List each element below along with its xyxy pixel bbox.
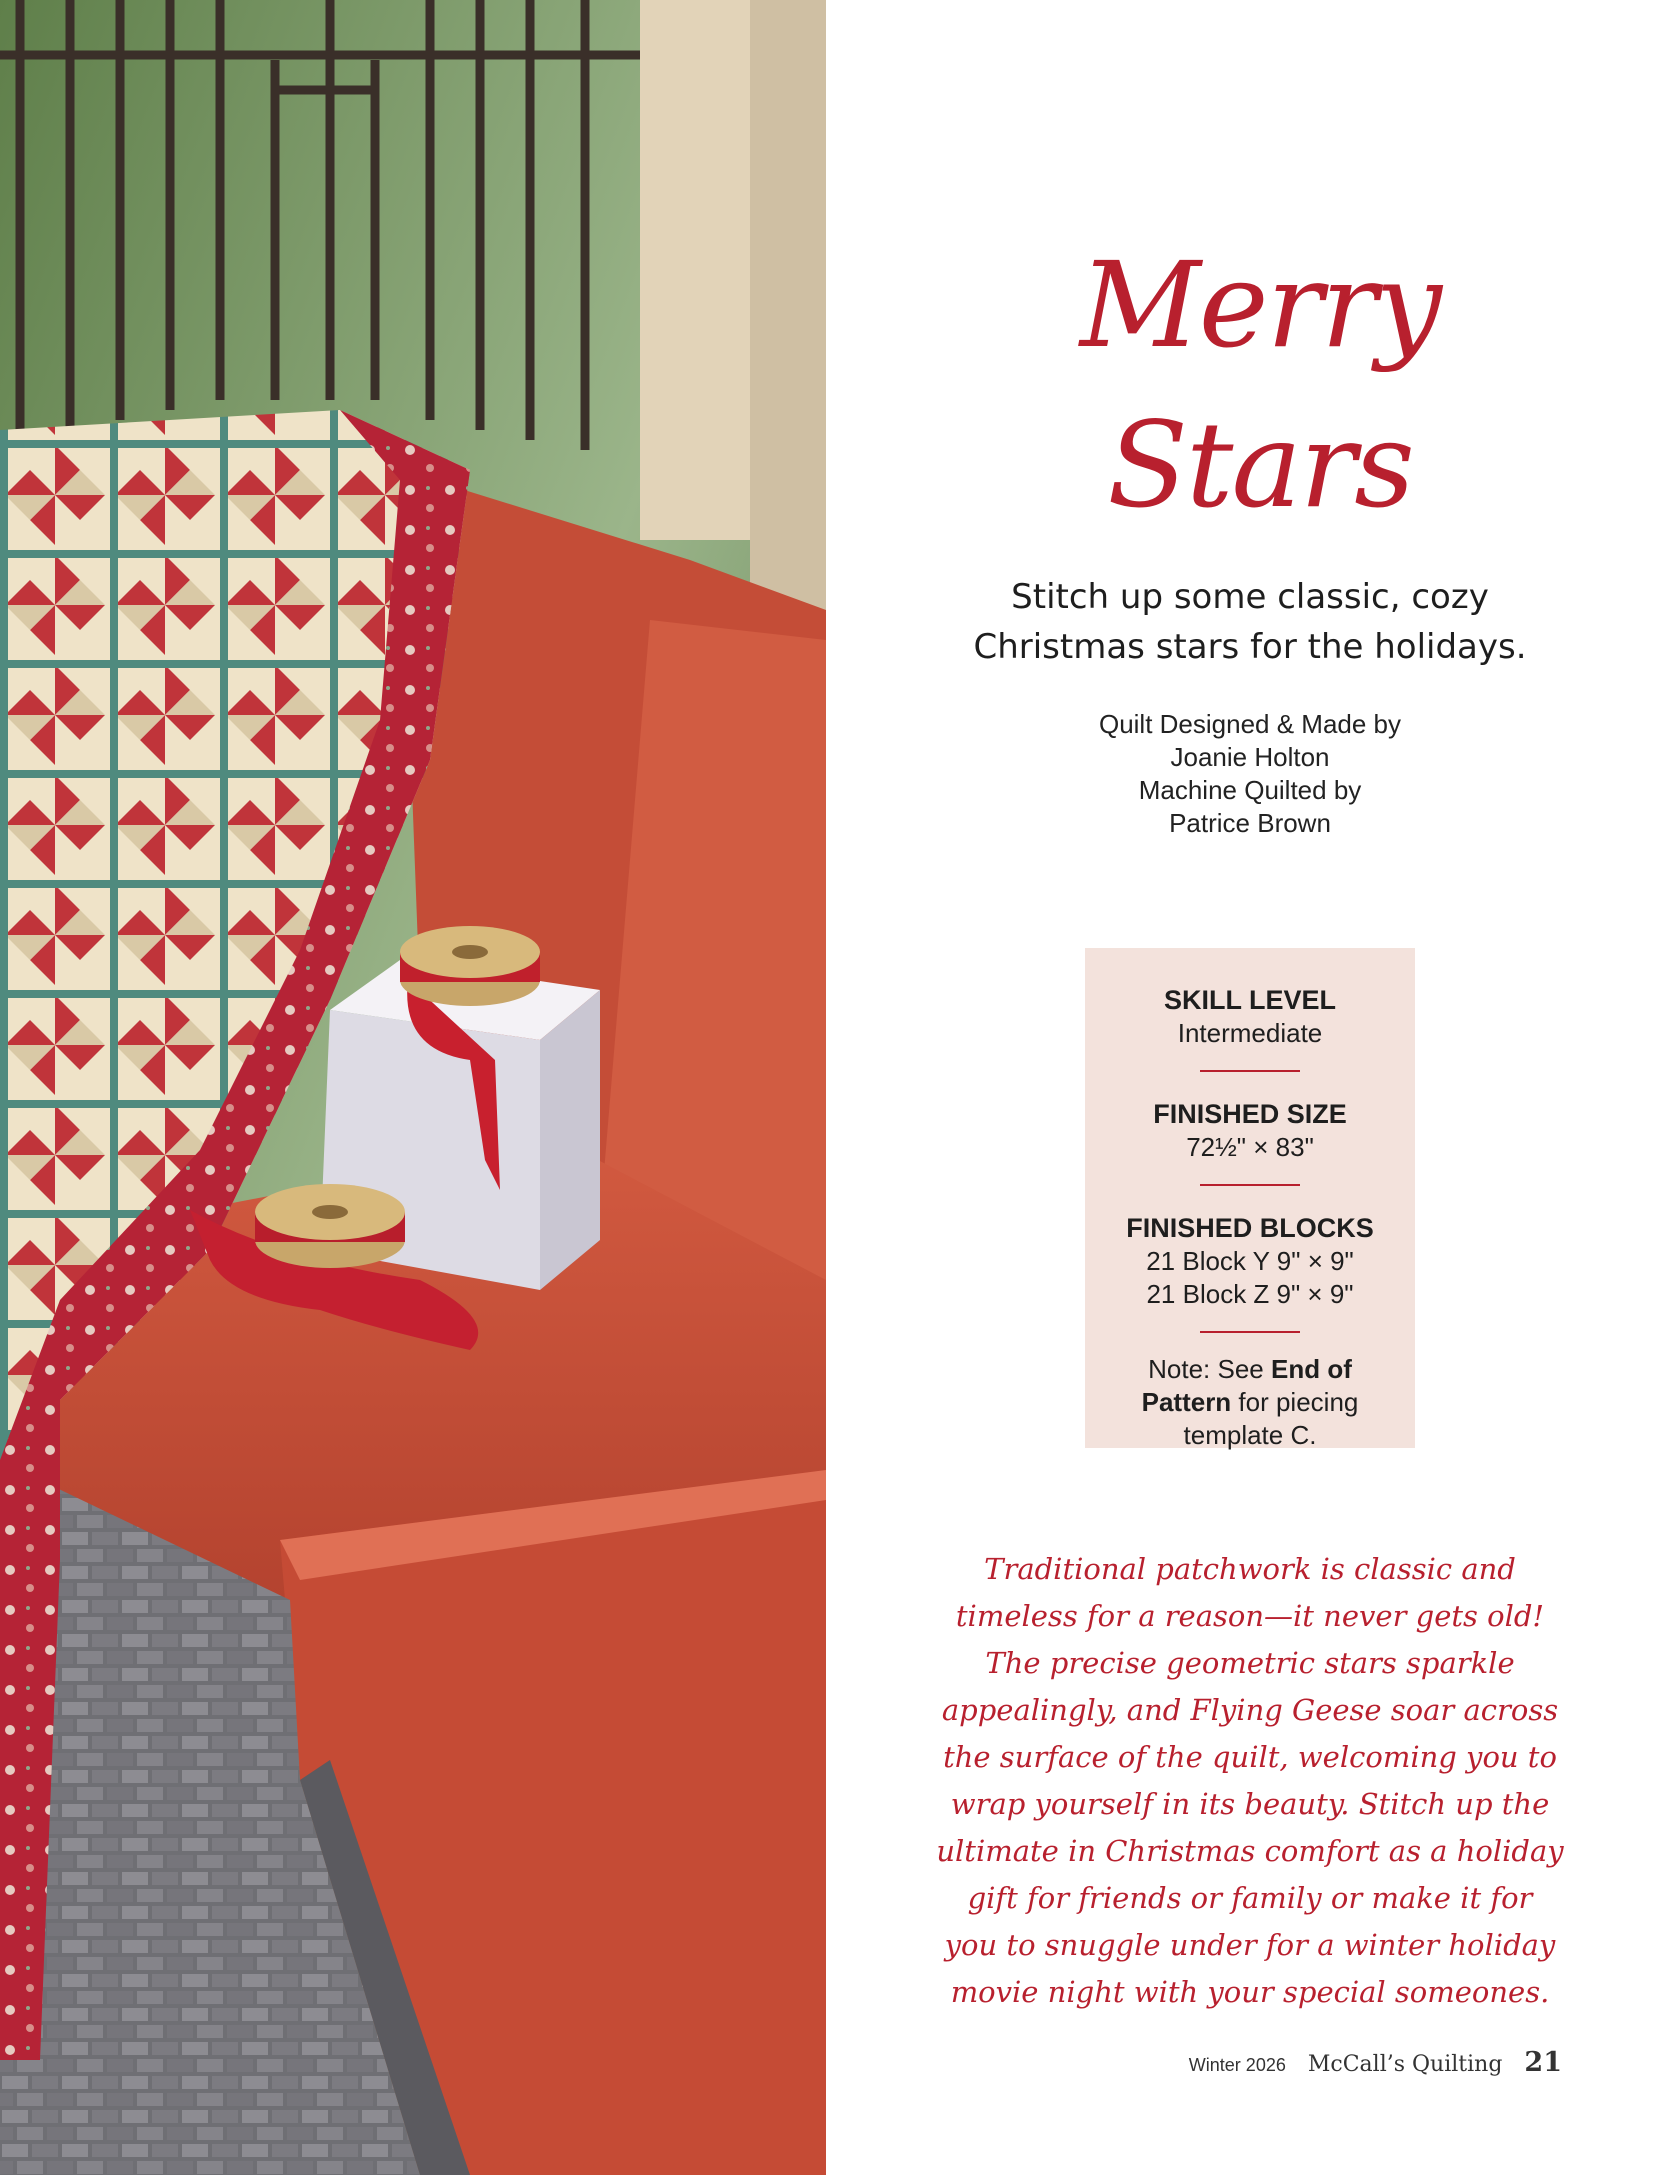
finished-size-label: FINISHED SIZE: [1153, 1099, 1347, 1129]
divider: [1200, 1184, 1300, 1186]
template-note: [1085, 1353, 1415, 1452]
divider: [1200, 1331, 1300, 1333]
credit-line: Patrice Brown: [1169, 808, 1331, 838]
credit-line: Machine Quilted by: [1138, 775, 1362, 805]
blurb-line: timeless for a reason—it never gets old!: [955, 1599, 1545, 1633]
credit-line: Quilt Designed & Made by: [1098, 709, 1402, 739]
title-line-2: Stars: [1107, 396, 1413, 534]
issue-date: Winter 2026: [1188, 2055, 1286, 2075]
quilt-photo: [0, 0, 826, 2175]
credit-line: Joanie Holton: [1170, 742, 1330, 772]
blurb-line: you to snuggle under for a winter holiday: [944, 1928, 1556, 1962]
finished-blocks: [1085, 1212, 1415, 1311]
subtitle-line-2: Christmas stars for the holidays.: [973, 627, 1527, 667]
skill-level: [1085, 984, 1415, 1050]
finished-size-value: 72½" × 83": [1186, 1132, 1314, 1162]
subtitle: [900, 572, 1600, 672]
subtitle-line-1: Stitch up some classic, cozy: [1011, 577, 1489, 617]
finished-blocks-label: FINISHED BLOCKS: [1126, 1213, 1374, 1243]
note-bold: End of Pattern: [1141, 1354, 1352, 1417]
blurb-line: the surface of the quilt, welcoming you to: [943, 1740, 1557, 1774]
block-y-value: 21 Block Y 9" × 9": [1146, 1246, 1354, 1276]
blurb-line: The precise geometric stars sparkle: [985, 1646, 1515, 1680]
blurb-line: Traditional patchwork is classic and: [984, 1552, 1516, 1586]
blurb-line: movie night with your special someones.: [950, 1975, 1550, 2009]
page-footer: [1189, 2047, 1562, 2078]
blurb-line: wrap yourself in its beauty. Stitch up the: [950, 1787, 1550, 1821]
intro-paragraph: [900, 1546, 1600, 2016]
note-prefix: Note: See: [1148, 1354, 1271, 1384]
magazine-name: McCall’s Quilting: [1307, 2052, 1503, 2077]
finished-size: [1085, 1098, 1415, 1164]
block-z-value: 21 Block Z 9" × 9": [1146, 1279, 1354, 1309]
specs-box: [1085, 948, 1415, 1448]
blurb-line: ultimate in Christmas comfort as a holiday: [936, 1834, 1564, 1868]
page-number: 21: [1524, 2047, 1562, 2078]
skill-level-value: Intermediate: [1177, 1018, 1323, 1048]
title-line-1: Merry: [1079, 236, 1441, 374]
blurb-line: appealingly, and Flying Geese soar across: [941, 1693, 1559, 1727]
skill-level-label: SKILL LEVEL: [1163, 985, 1337, 1015]
page-title: [1000, 225, 1520, 545]
note-suffix: for piecing template C.: [1183, 1387, 1359, 1450]
credits: [980, 708, 1520, 840]
divider: [1200, 1070, 1300, 1072]
blurb-line: gift for friends or family or make it for: [967, 1881, 1533, 1915]
